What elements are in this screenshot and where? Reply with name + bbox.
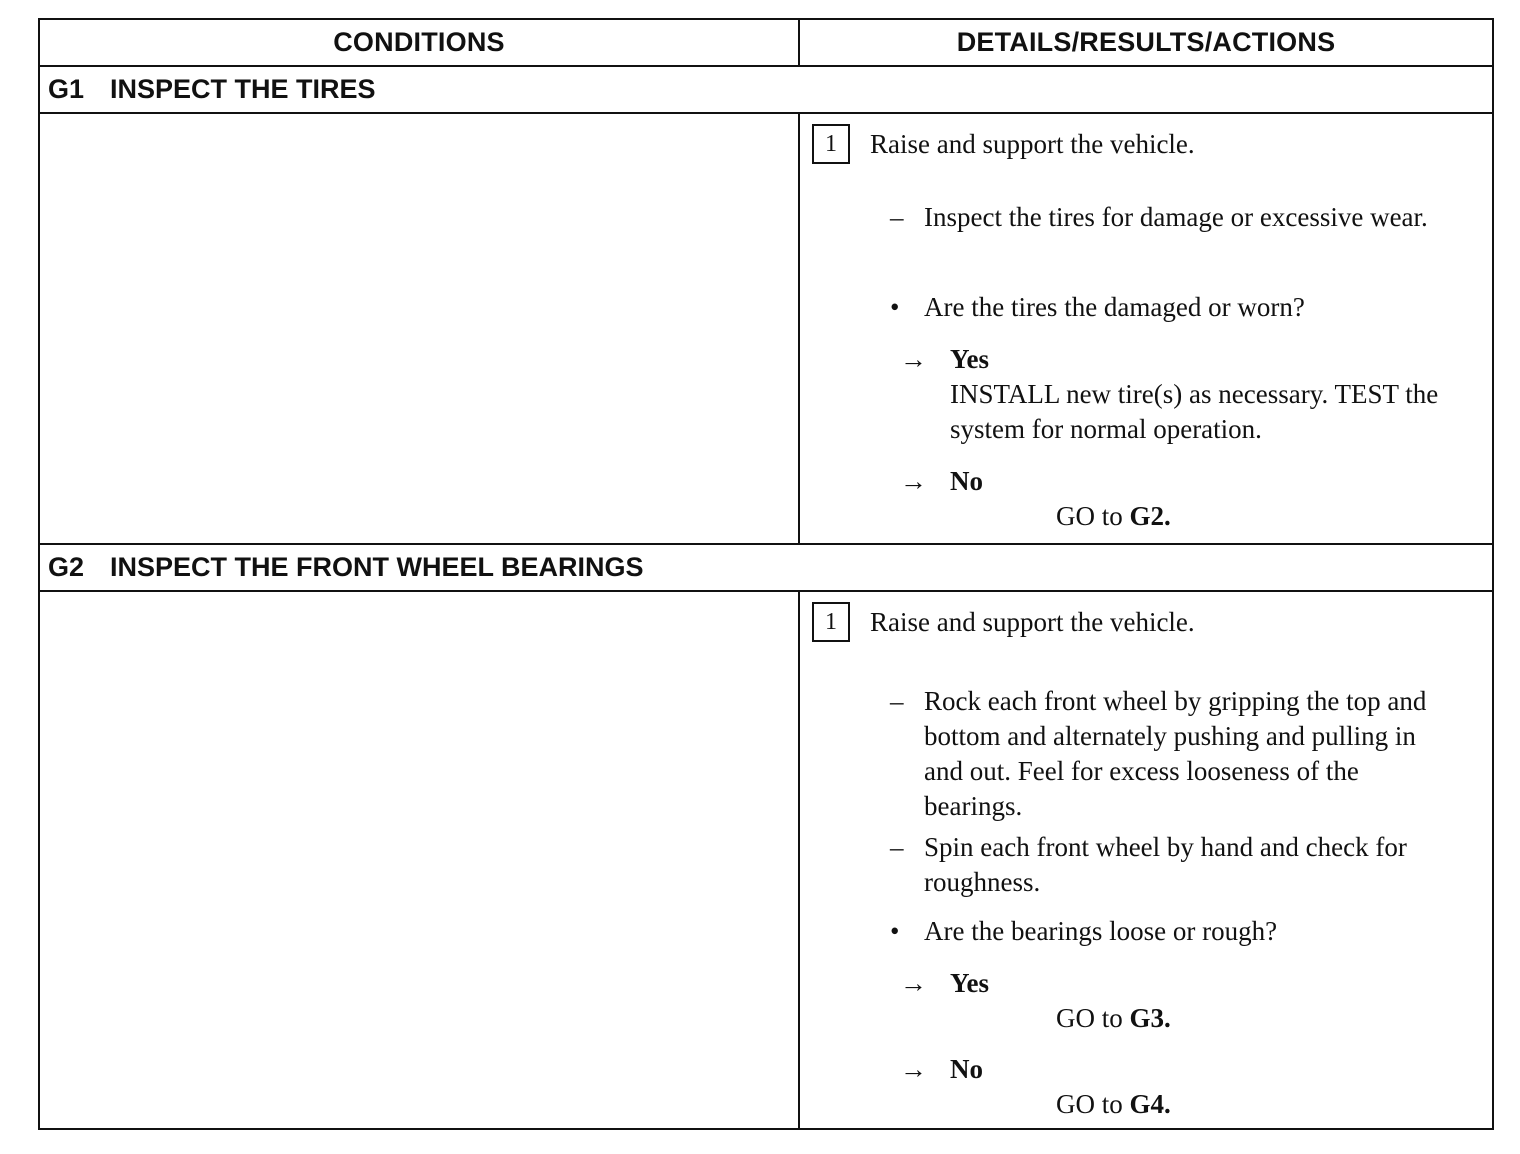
question-text: Are the tires the damaged or worn? (924, 292, 1305, 322)
goto-prefix: GO to (1056, 1089, 1123, 1119)
step-text: Raise and support the vehicle. (870, 606, 1195, 637)
question-text: Are the bearings loose or rough? (924, 916, 1278, 946)
no-answer (900, 1052, 1480, 1122)
goto-line (900, 1087, 1480, 1122)
section-code: G1 (48, 74, 85, 104)
arrow-icon: → (900, 466, 927, 496)
dash-marker: – (890, 832, 904, 862)
goto-target: G4. (1129, 1089, 1171, 1119)
goto-target: G3. (1129, 1003, 1171, 1033)
details-cell (800, 114, 1492, 543)
dash-item (890, 200, 1460, 235)
conditions-cell (40, 114, 800, 543)
yes-answer (900, 966, 1480, 1036)
section-g2-row (40, 592, 1492, 1128)
dash-item (890, 830, 1460, 900)
goto-line (900, 1001, 1480, 1036)
diagnostic-table (38, 18, 1494, 1130)
dash-text: Rock each front wheel by gripping the top and bottom and alternately pushing and pulling in and out. Feel for excess looseness of the bearings. (924, 686, 1427, 821)
dash-marker: – (890, 202, 904, 232)
no-label: No (950, 466, 983, 496)
step-1 (812, 124, 1195, 164)
conditions-cell (40, 592, 800, 1128)
dash-marker: – (890, 686, 904, 716)
details-cell (800, 592, 1492, 1128)
section-g1-title (40, 67, 1492, 114)
question-item (890, 290, 1460, 325)
goto-prefix: GO to (1056, 501, 1123, 531)
arrow-icon: → (900, 968, 927, 998)
section-g2-title (40, 545, 1492, 592)
question-item (890, 914, 1460, 949)
yes-action-text: INSTALL new tire(s) as necessary. TEST the system for normal operation. (950, 379, 1439, 444)
yes-label: Yes (950, 344, 989, 374)
step-1 (812, 602, 1195, 642)
section-title: INSPECT THE FRONT WHEEL BEARINGS (110, 552, 644, 582)
details-header: DETAILS/RESULTS/ACTIONS (956, 27, 1336, 57)
step-number-box: 1 (812, 124, 850, 164)
dash-text: Inspect the tires for damage or excessive wear. (924, 202, 1428, 232)
section-code: G2 (48, 552, 85, 582)
no-answer (900, 464, 1480, 534)
arrow-icon: → (900, 1054, 927, 1084)
arrow-icon: → (900, 344, 927, 374)
goto-line (900, 499, 1480, 534)
section-g1-row (40, 114, 1492, 545)
goto-prefix: GO to (1056, 1003, 1123, 1033)
goto-target: G2. (1129, 501, 1171, 531)
step-text: Raise and support the vehicle. (870, 128, 1195, 159)
bullet-marker: • (890, 292, 900, 322)
conditions-header: CONDITIONS (40, 20, 800, 65)
table-header (40, 20, 1492, 67)
section-title: INSPECT THE TIRES (110, 74, 376, 104)
step-number-box: 1 (812, 602, 850, 642)
no-label: No (950, 1054, 983, 1084)
dash-text: Spin each front wheel by hand and check for roughness. (924, 832, 1407, 897)
yes-label: Yes (950, 968, 989, 998)
yes-answer (900, 342, 1480, 447)
bullet-marker: • (890, 916, 900, 946)
dash-item (890, 684, 1460, 824)
